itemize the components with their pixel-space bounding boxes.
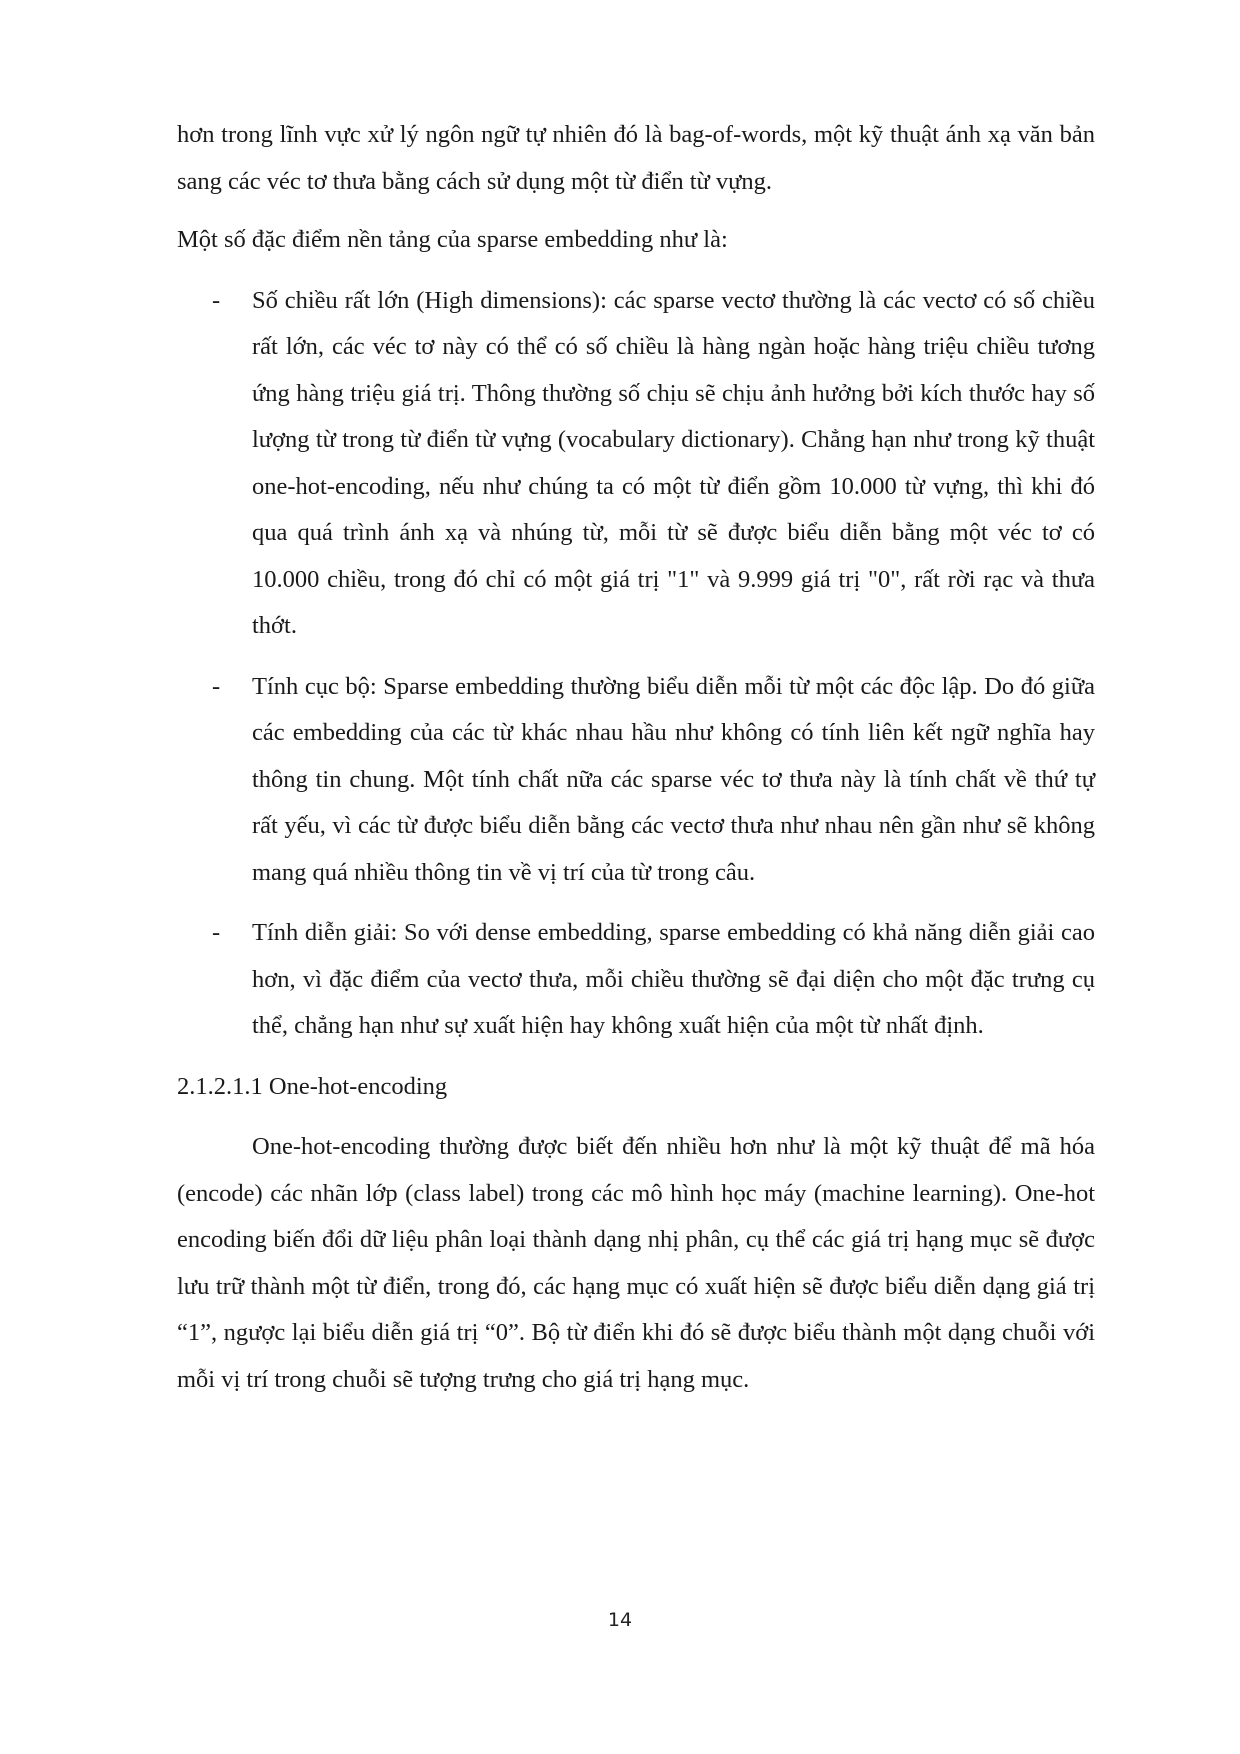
- page-body: [177, 112, 1095, 1403]
- list-item-text: Số chiều rất lớn (High dimensions): các sparse vectơ thường là các vectơ có số chiều rất lớn, các véc tơ này có thể có số chiều là hàng ngàn hoặc hàng triệu chiều tương ứng hàng triệu giá trị. Thông thường số chịu sẽ chịu ảnh hưởng bởi kích thước hay số lượng từ trong từ điển từ vựng (vocabulary dictionary). Chẳng hạn như trong kỹ thuật one-hot-encoding, nếu như chúng ta có một từ điển gồm 10.000 từ vựng, thì khi đó qua quá trình ánh xạ và nhúng từ, mỗi từ sẽ được biểu diễn bằng một véc tơ có 10.000 chiều, trong đó chỉ có một giá trị "1" và 9.999 giá trị "0", rất rời rạc và thưa thớt.: [252, 286, 1095, 639]
- list-item-text: Tính diễn giải: So với dense embedding, sparse embedding có khả năng diễn giải cao hơn, vì đặc điểm của vectơ thưa, mỗi chiều thường sẽ đại diện cho một đặc trưng cụ thể, chẳng hạn như sự xuất hiện hay không xuất hiện của một từ nhất định.: [252, 919, 1095, 1039]
- bullet-marker: -: [212, 919, 221, 946]
- list-item: [177, 910, 1095, 1050]
- page-number: 14: [607, 1609, 633, 1631]
- bullet-marker: -: [212, 286, 221, 314]
- feature-list: [177, 278, 1095, 1050]
- list-item-text: Tính cục bộ: Sparse embedding thường biểu diễn mỗi từ một các độc lập. Do đó giữa các embedding của các từ khác nhau hầu như không có tính liên kết ngữ nghĩa hay thông tin chung. Một tính chất nữa các sparse véc tơ thưa này là tính chất về thứ tự rất yếu, vì các từ được biểu diễn bằng các vectơ thưa như nhau nên gần như sẽ không mang quá nhiều thông tin về vị trí của từ trong câu.: [252, 672, 1095, 886]
- section-paragraph: One-hot-encoding thường được biết đến nhiều hơn như là một kỹ thuật để mã hóa (encode) các nhãn lớp (class label) trong các mô hình học máy (machine learning). One-hot encoding biến đổi dữ liệu phân loại thành dạng nhị phân, cụ thể các giá trị hạng mục sẽ được lưu trữ thành một từ điển, trong đó, các hạng mục có xuất hiện sẽ được biểu diễn dạng giá trị “1”, ngược lại biểu diễn giá trị “0”. Bộ từ điển khi đó sẽ được biểu thành một dạng chuỗi với mỗi vị trí trong chuỗi sẽ tượng trưng cho giá trị hạng mục.: [177, 1133, 1095, 1393]
- list-item: [177, 664, 1095, 897]
- bullet-marker: -: [212, 672, 221, 700]
- lead-paragraph: Một số đặc điểm nền tảng của sparse embedding như là:: [177, 226, 728, 253]
- list-item: [177, 278, 1095, 650]
- intro-paragraph: hơn trong lĩnh vực xử lý ngôn ngữ tự nhiên đó là bag-of-words, một kỹ thuật ánh xạ văn bản sang các véc tơ thưa bằng cách sử dụng một từ điển từ vựng.: [177, 121, 1095, 195]
- section-heading: 2.1.2.1.1 One-hot-encoding: [177, 1072, 448, 1100]
